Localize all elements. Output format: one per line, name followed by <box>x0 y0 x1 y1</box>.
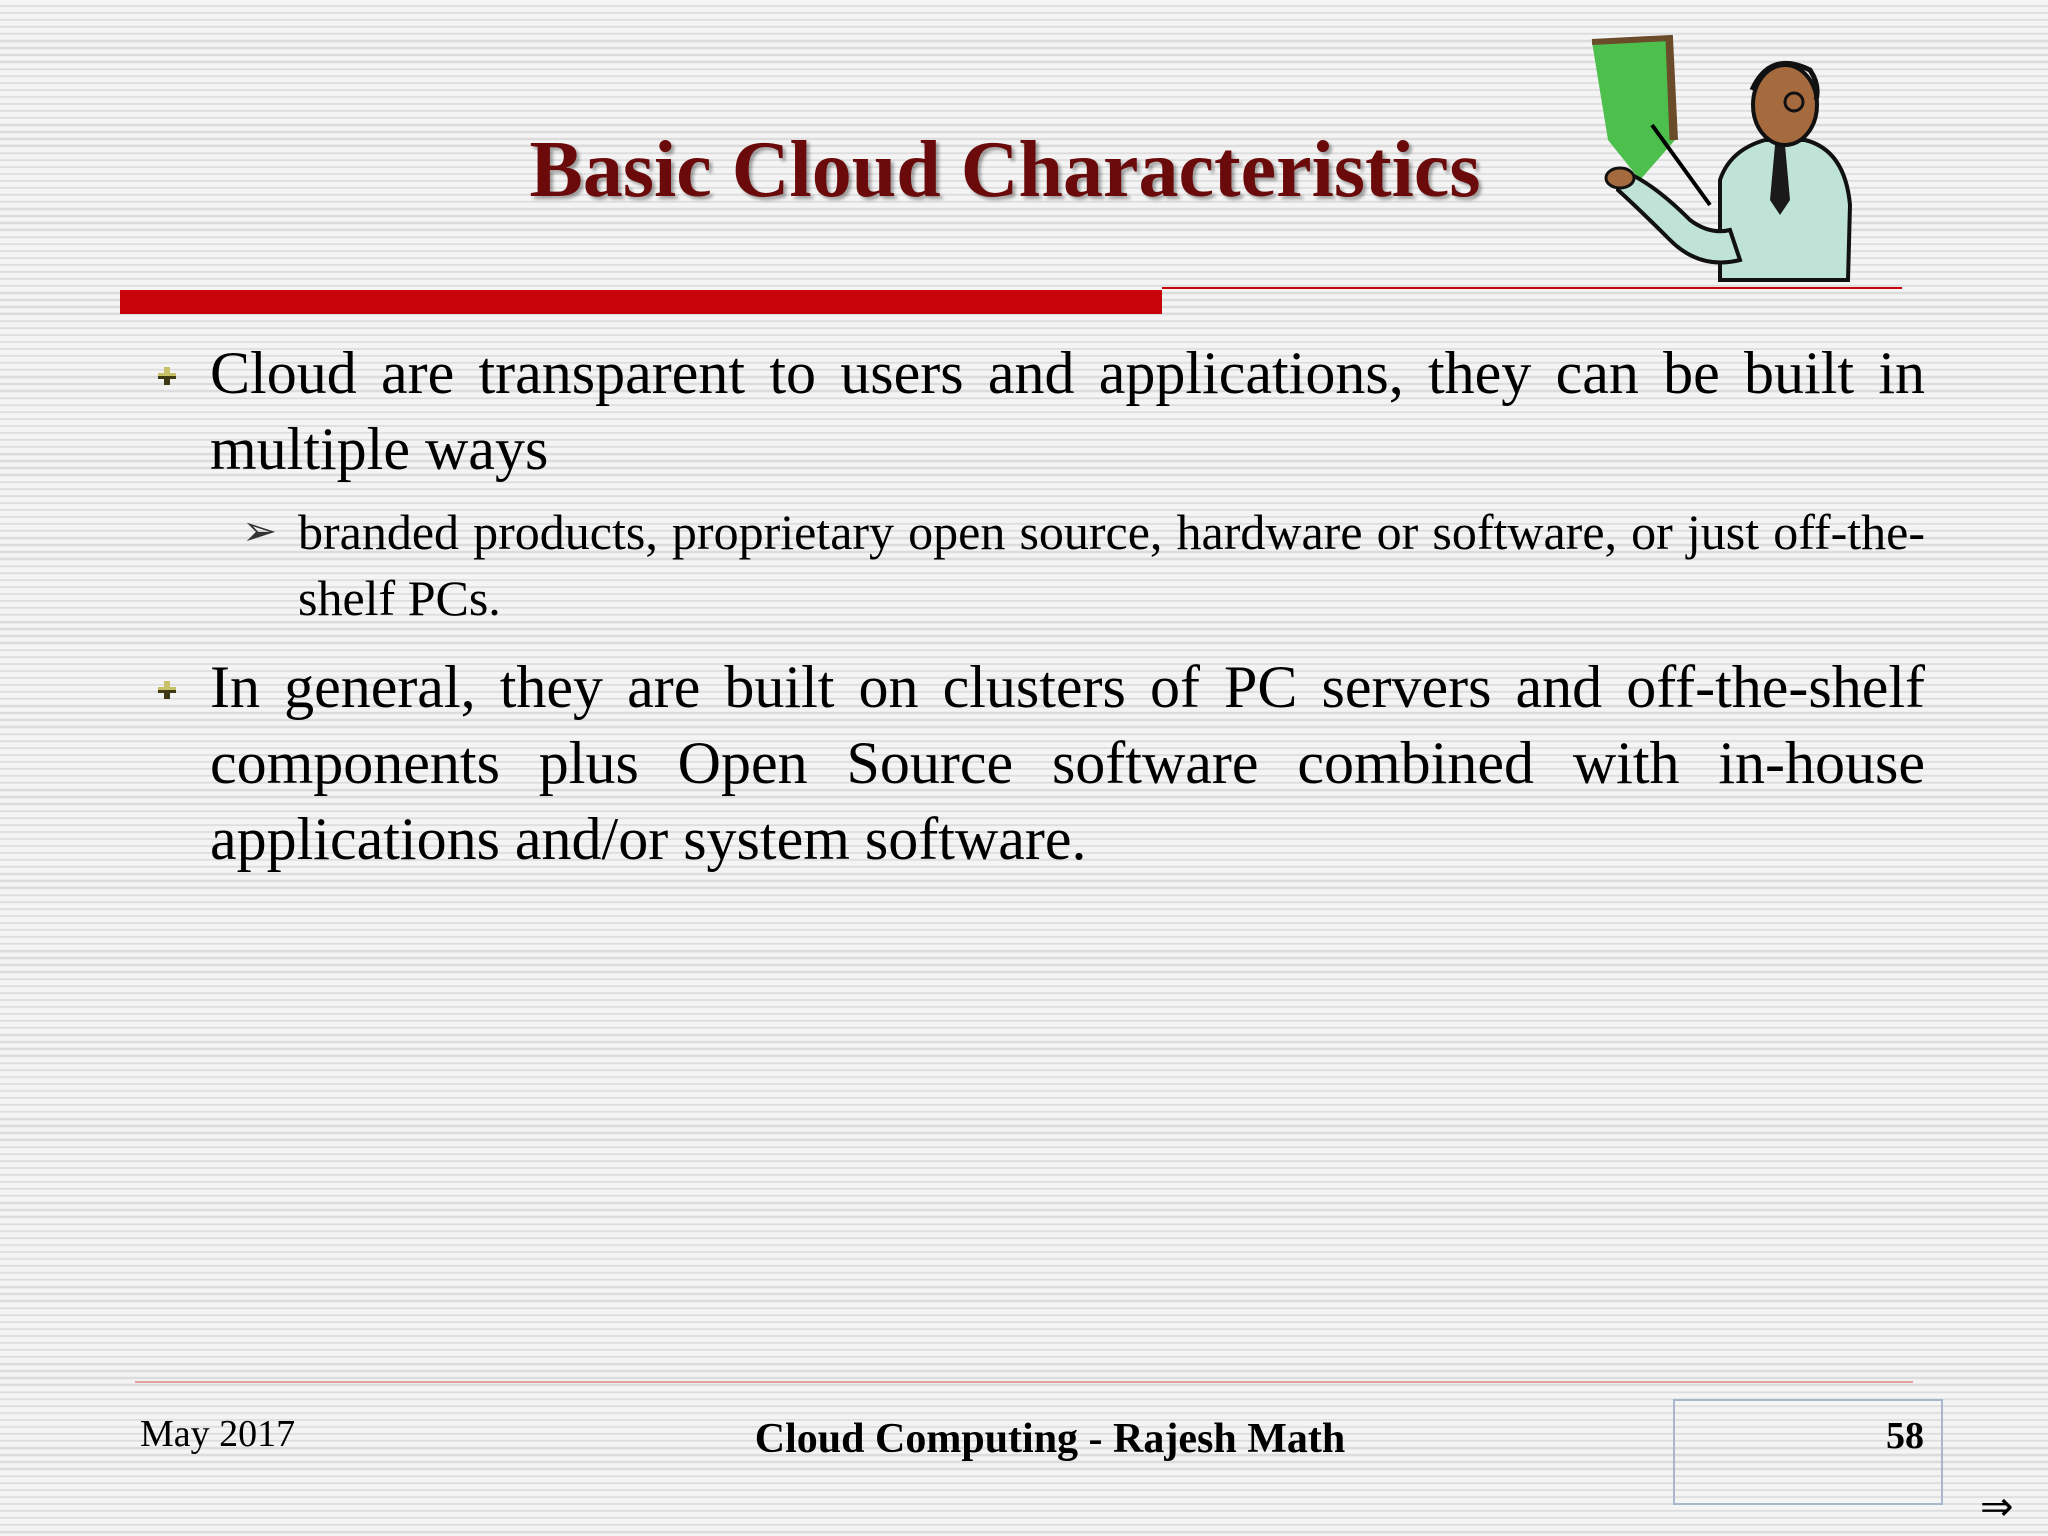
page-number: 58 <box>1886 1415 1924 1457</box>
bullet-item <box>150 649 1925 877</box>
bullet-arrow-icon <box>156 679 178 701</box>
title-underline-thin <box>1162 287 1902 289</box>
bullet-item <box>150 335 1925 487</box>
slide-title: Basic Cloud Characteristics <box>529 126 1481 214</box>
sub-bullet-text: branded products, proprietary open source, hardware or software, or just off-the-shelf PCs. <box>298 504 1925 626</box>
footer-divider <box>135 1381 1913 1383</box>
slide-content <box>150 335 1925 877</box>
presenter-clipart <box>1580 30 1870 290</box>
footer-date: May 2017 <box>140 1413 296 1455</box>
title-underline-thick <box>120 290 1162 314</box>
sub-arrow-icon: ➢ <box>242 509 278 555</box>
bullet-arrow-icon <box>156 365 178 387</box>
sub-bullet-item <box>150 499 1925 631</box>
footer-title: Cloud Computing - Rajesh Math <box>754 1416 1346 1462</box>
bullet-text: Cloud are transparent to users and applications, they can be built in multiple ways <box>210 340 1925 482</box>
next-slide-arrow[interactable]: ⇒ <box>1980 1484 2014 1530</box>
bullet-text: In general, they are built on clusters of PC servers and off-the-shelf components plus Open Source software combined with in-house applications and/or system software. <box>210 654 1925 872</box>
